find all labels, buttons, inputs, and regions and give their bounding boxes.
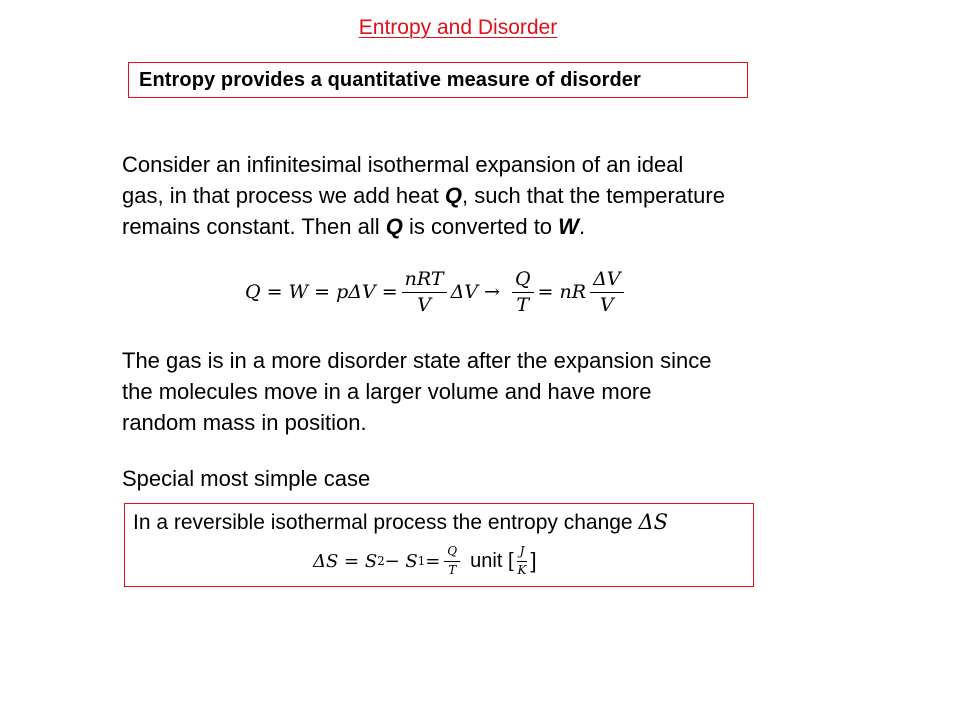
eq1-part: = nR (537, 281, 587, 303)
fraction-numerator: J (517, 545, 528, 561)
subscript: 2 (377, 554, 385, 568)
fraction-dv-over-v (590, 269, 623, 316)
eq1-part: Q = W = pΔV = (245, 281, 398, 303)
work-symbol: W (558, 214, 579, 239)
para2-line: the molecules move in a larger volume and have more (122, 379, 652, 404)
fraction-denominator: V (599, 293, 614, 316)
eq2-minus: − S (384, 550, 418, 572)
fraction-denominator: V (417, 293, 431, 316)
fraction-nrt-over-v (402, 269, 447, 316)
paragraph-isothermal-expansion (122, 149, 802, 242)
subtitle: Entropy provides a quantitative measure of disorder (139, 68, 641, 91)
para1-text: remains constant. Then all (122, 214, 386, 239)
fraction-q-over-t (444, 545, 460, 576)
fraction-numerator: nRT (402, 269, 447, 293)
paragraph-special-case: Special most simple case (122, 466, 371, 491)
subscript: 1 (417, 554, 426, 568)
unit-close-bracket: ] (530, 548, 537, 573)
box-text: In a reversible isothermal process the entropy change (133, 511, 639, 534)
equation-entropy-change (313, 538, 537, 584)
para2-line: random mass in position. (122, 410, 367, 435)
fraction-denominator: T (516, 293, 530, 316)
subtitle-box (128, 62, 748, 98)
para1-text: is converted to (402, 214, 559, 239)
eq2-lhs: ΔS = S (313, 550, 378, 572)
entropy-definition-box (124, 503, 754, 587)
eq1-part: ΔV → (450, 281, 500, 303)
fraction-numerator: Q (444, 545, 460, 561)
entropy-change-symbol: ΔS (638, 510, 668, 534)
para1-text: gas, in that process we add heat (122, 183, 445, 208)
heat-symbol: Q (444, 183, 462, 208)
fraction-numerator: ΔV (590, 269, 623, 293)
fraction-j-over-k (515, 545, 530, 576)
fraction-denominator: K (517, 562, 527, 577)
para2-line: The gas is in a more disorder state after the expansion since (122, 348, 712, 373)
paragraph-disorder-state (122, 345, 802, 438)
fraction-denominator: T (448, 562, 457, 577)
fraction-q-over-t (512, 269, 534, 316)
fraction-numerator: Q (512, 269, 534, 293)
heat-symbol: Q (385, 214, 403, 239)
reversible-process-text (133, 510, 668, 535)
para1-text: , such that the temperature (462, 183, 725, 208)
para1-text: Consider an infinitesimal isothermal expansion of an ideal (122, 152, 684, 177)
slide-title: Entropy and Disorder (358, 16, 558, 39)
para1-text: . (578, 214, 586, 239)
eq2-equals: = (425, 550, 441, 572)
unit-label: unit [ (470, 549, 514, 572)
equation-heat-work (245, 262, 628, 322)
